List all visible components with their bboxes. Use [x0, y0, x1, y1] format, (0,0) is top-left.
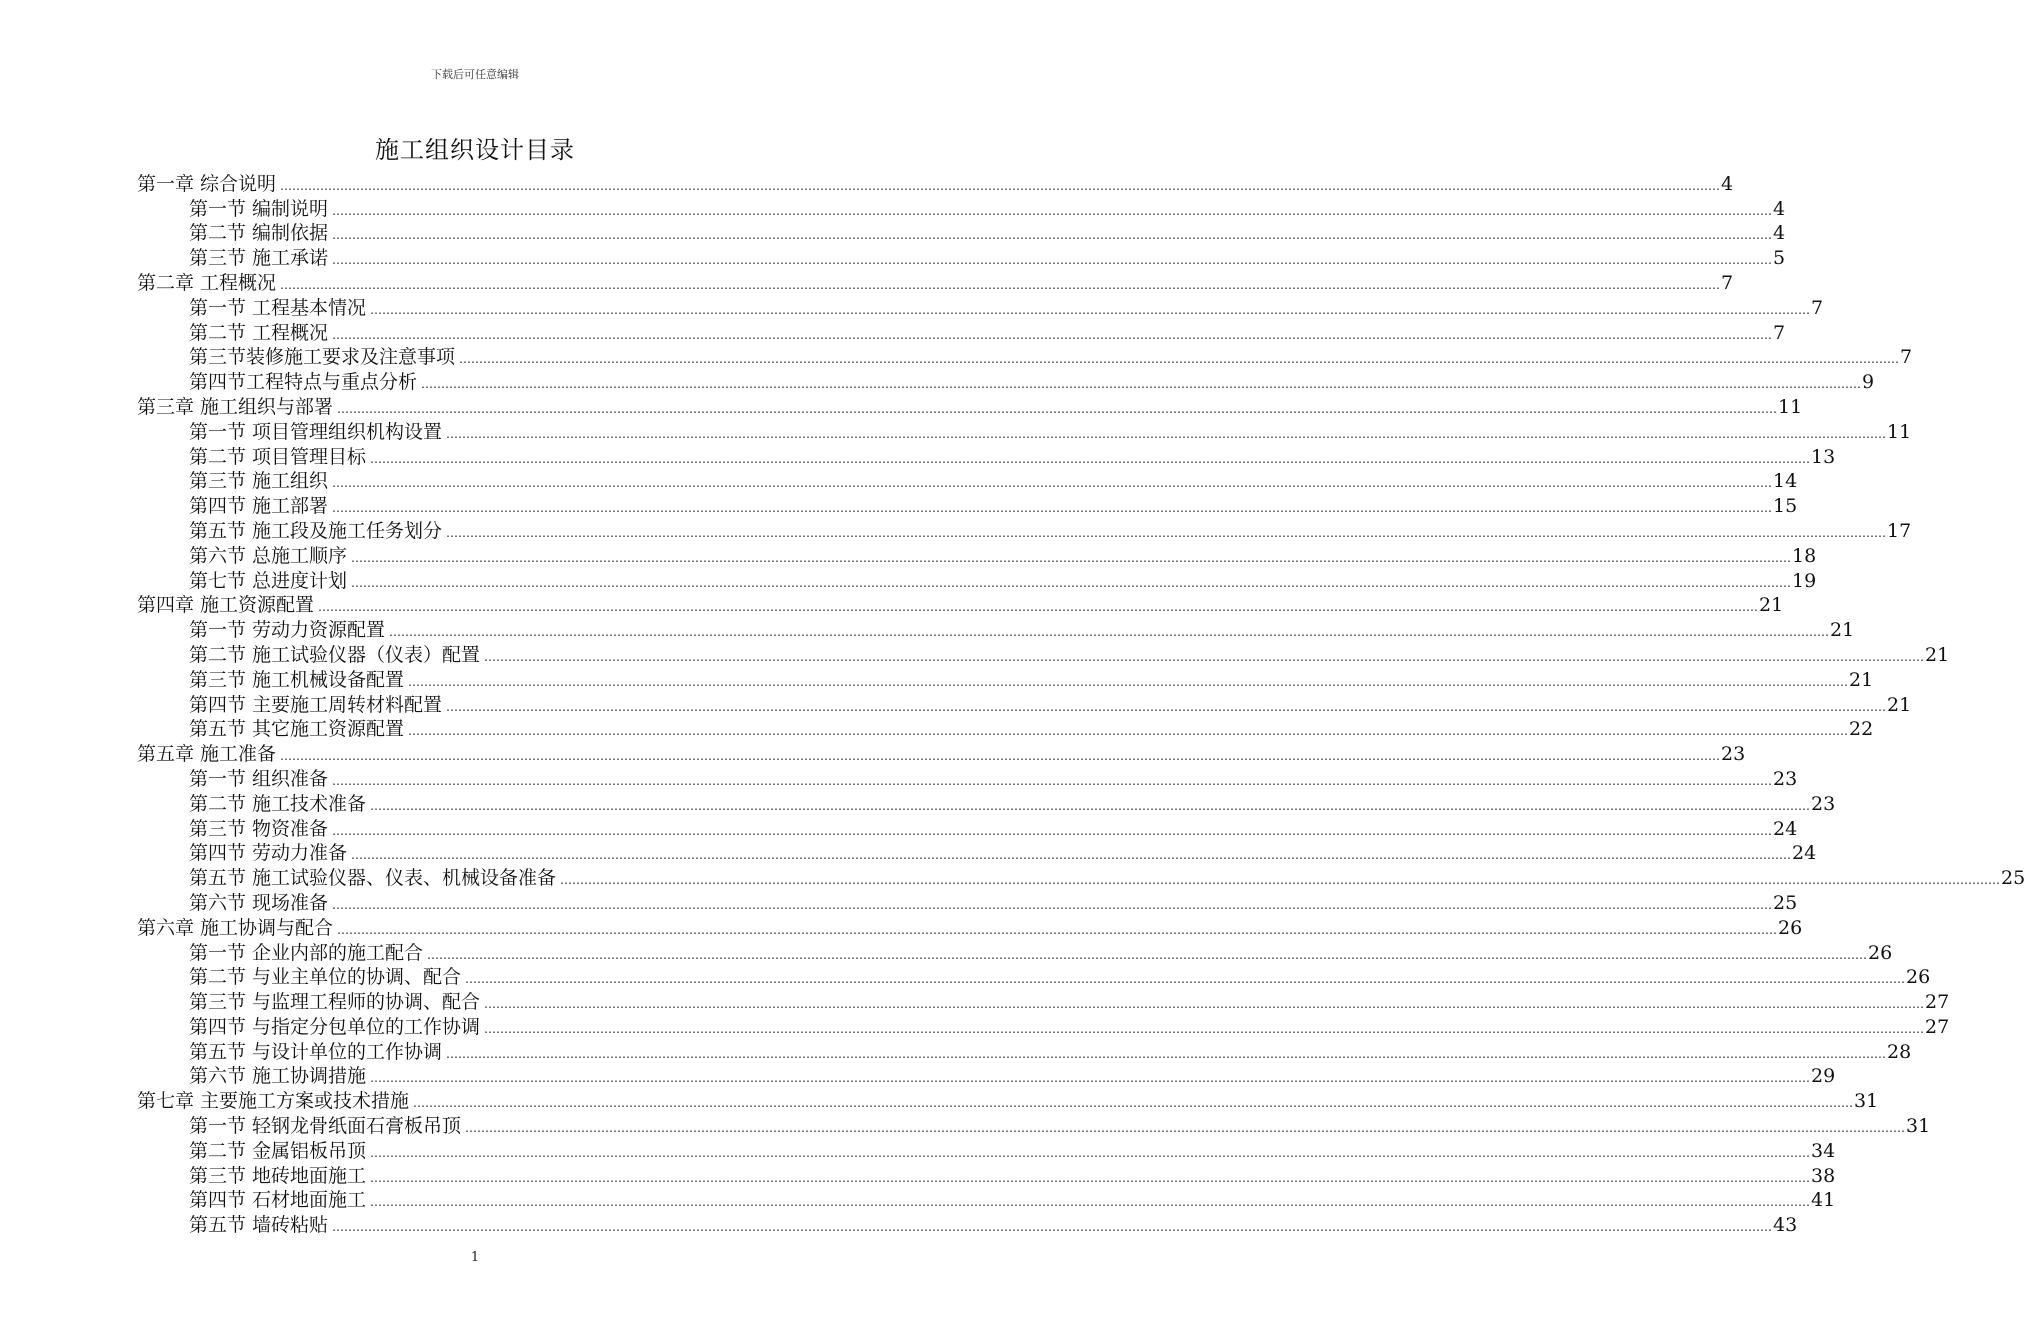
dot-leader: ………………………………………………………………………………………………………………………………………………………………………………………………………………………………………………………………………………………………………………………………: [332, 253, 1773, 268]
dot-leader: ………………………………………………………………………………………………………………………………………………………………………………………………………………………………………………………………………………………………………………………………: [332, 773, 1773, 788]
dot-leader: ………………………………………………………………………………………………………………………………………………………………………………………………………………………………………………………………………………………………………………………………: [370, 1195, 1811, 1210]
toc-entry-label: 第五节 与设计单位的工作协调: [189, 1040, 443, 1063]
dot-leader: ………………………………………………………………………………………………………………………………………………………………………………………………………………………………………………………………………………………………………………………………: [389, 625, 1830, 640]
toc-entry-page-number: 23: [1811, 792, 1836, 815]
toc-entry-label: 第四节工程特点与重点分析: [189, 371, 418, 394]
toc-entry-page-number: 28: [1887, 1040, 1912, 1063]
toc-section-entry[interactable]: [137, 717, 1874, 742]
toc-entry-label: 第一章 综合说明: [137, 172, 277, 195]
toc-entry-label: 第三节 地砖地面施工: [189, 1164, 367, 1187]
dot-leader: ………………………………………………………………………………………………………………………………………………………………………………………………………………………………………………………………………………………………………………………………: [370, 1071, 1811, 1086]
toc-section-entry[interactable]: [137, 1039, 1912, 1064]
toc-entry-page-number: 4: [1773, 222, 1786, 245]
dot-leader: ………………………………………………………………………………………………………………………………………………………………………………………………………………………………………………………………………………………………………………………………: [413, 1096, 1854, 1111]
dot-leader: ………………………………………………………………………………………………………………………………………………………………………………………………………………………………………………………………………………………………………………………………: [560, 873, 2001, 888]
toc-entry-label: 第二节 施工试验仪器（仪表）配置: [189, 643, 481, 666]
toc-section-entry[interactable]: [137, 221, 1786, 246]
toc-section-entry[interactable]: [137, 667, 1874, 692]
toc-entry-label: 第六节 总施工顺序: [189, 544, 348, 567]
dot-leader: ………………………………………………………………………………………………………………………………………………………………………………………………………………………………………………………………………………………………………………………………: [351, 550, 1792, 565]
dot-leader: ………………………………………………………………………………………………………………………………………………………………………………………………………………………………………………………………………………………………………………………………: [280, 749, 1721, 764]
toc-section-entry[interactable]: [137, 1163, 1836, 1188]
toc-entry-label: 第四节 劳动力准备: [189, 842, 348, 865]
toc-chapter-entry[interactable]: [137, 593, 1784, 618]
dot-leader: ………………………………………………………………………………………………………………………………………………………………………………………………………………………………………………………………………………………………………………………………: [427, 947, 1868, 962]
toc-chapter-entry[interactable]: [137, 394, 1803, 419]
toc-section-entry[interactable]: [137, 320, 1786, 345]
toc-entry-page-number: 13: [1811, 445, 1836, 468]
page-header: 下载后可任意编辑: [431, 68, 519, 81]
toc-section-entry[interactable]: [137, 543, 1817, 568]
toc-section-entry[interactable]: [137, 617, 1855, 642]
toc-entry-page-number: 25: [1773, 891, 1798, 914]
page-number-footer: 1: [470, 1250, 480, 1265]
toc-entry-page-number: 7: [1900, 346, 1913, 369]
toc-entry-label: 第一节 劳动力资源配置: [189, 619, 386, 642]
dot-leader: ………………………………………………………………………………………………………………………………………………………………………………………………………………………………………………………………………………………………………………………………: [370, 451, 1811, 466]
toc-entry-label: 第四节 石材地面施工: [189, 1189, 367, 1212]
toc-section-entry[interactable]: [137, 1064, 1836, 1089]
toc-section-entry[interactable]: [137, 1113, 1931, 1138]
toc-entry-label: 第四章 施工资源配置: [137, 594, 315, 617]
toc-section-entry[interactable]: [137, 965, 1931, 990]
dot-leader: ………………………………………………………………………………………………………………………………………………………………………………………………………………………………………………………………………………………………………………………………: [408, 724, 1849, 739]
toc-entry-label: 第二章 工程概况: [137, 271, 277, 294]
dot-leader: ………………………………………………………………………………………………………………………………………………………………………………………………………………………………………………………………………………………………………………………………: [446, 426, 1887, 441]
dot-leader: ………………………………………………………………………………………………………………………………………………………………………………………………………………………………………………………………………………………………………………………………: [337, 401, 1778, 416]
toc-entry-page-number: 7: [1773, 321, 1786, 344]
dot-leader: ………………………………………………………………………………………………………………………………………………………………………………………………………………………………………………………………………………………………………………………………: [446, 1046, 1887, 1061]
dot-leader: ………………………………………………………………………………………………………………………………………………………………………………………………………………………………………………………………………………………………………………………………: [280, 277, 1721, 292]
toc-entry-label: 第七节 总进度计划: [189, 569, 348, 592]
toc-entry-page-number: 23: [1721, 743, 1746, 766]
toc-entry-label: 第三节 物资准备: [189, 817, 329, 840]
dot-leader: ………………………………………………………………………………………………………………………………………………………………………………………………………………………………………………………………………………………………………………………………: [465, 972, 1906, 987]
toc-entry-page-number: 43: [1773, 1214, 1798, 1237]
toc-entry-page-number: 23: [1773, 767, 1798, 790]
toc-entry-label: 第二节 工程概况: [189, 321, 329, 344]
dot-leader: ………………………………………………………………………………………………………………………………………………………………………………………………………………………………………………………………………………………………………………………………: [370, 302, 1811, 317]
dot-leader: ………………………………………………………………………………………………………………………………………………………………………………………………………………………………………………………………………………………………………………………………: [408, 674, 1849, 689]
toc-entry-page-number: 27: [1925, 991, 1950, 1014]
toc-section-entry[interactable]: [137, 766, 1798, 791]
toc-section-entry[interactable]: [137, 518, 1912, 543]
toc-entry-page-number: 41: [1811, 1189, 1836, 1212]
toc-section-entry[interactable]: [137, 642, 1950, 667]
toc-entry-label: 第一节 项目管理组织机构设置: [189, 420, 443, 443]
toc-entry-page-number: 21: [1759, 594, 1784, 617]
toc-section-entry[interactable]: [137, 940, 1893, 965]
toc-entry-page-number: 7: [1811, 296, 1824, 319]
toc-entry-page-number: 17: [1887, 519, 1912, 542]
toc-entry-label: 第三节装修施工要求及注意事项: [189, 346, 456, 369]
toc-entry-page-number: 7: [1721, 271, 1734, 294]
toc-chapter-entry[interactable]: [137, 741, 1746, 766]
toc-entry-page-number: 26: [1868, 941, 1893, 964]
toc-entry-label: 第三节 与监理工程师的协调、配合: [189, 991, 481, 1014]
toc-entry-page-number: 38: [1811, 1164, 1836, 1187]
toc-section-entry[interactable]: [137, 1188, 1836, 1213]
toc-entry-page-number: 21: [1849, 668, 1874, 691]
dot-leader: ………………………………………………………………………………………………………………………………………………………………………………………………………………………………………………………………………………………………………………………………: [332, 228, 1773, 243]
toc-entry-page-number: 9: [1862, 371, 1875, 394]
dot-leader: ………………………………………………………………………………………………………………………………………………………………………………………………………………………………………………………………………………………………………………………………: [484, 649, 1925, 664]
toc-section-entry[interactable]: [137, 493, 1798, 518]
toc-entry-label: 第五节 其它施工资源配置: [189, 718, 405, 741]
toc-entry-label: 第二节 项目管理目标: [189, 445, 367, 468]
dot-leader: ………………………………………………………………………………………………………………………………………………………………………………………………………………………………………………………………………………………………………………………………: [318, 600, 1759, 615]
toc-section-entry[interactable]: [137, 245, 1786, 270]
toc-entry-page-number: 24: [1792, 842, 1817, 865]
table-of-contents: [137, 171, 2025, 1237]
dot-leader: ………………………………………………………………………………………………………………………………………………………………………………………………………………………………………………………………………………………………………………………………: [421, 377, 1862, 392]
toc-entry-label: 第一节 组织准备: [189, 767, 329, 790]
toc-section-entry[interactable]: [137, 444, 1836, 469]
dot-leader: ………………………………………………………………………………………………………………………………………………………………………………………………………………………………………………………………………………………………………………………………: [332, 501, 1773, 516]
toc-entry-page-number: 27: [1925, 1015, 1950, 1038]
toc-entry-label: 第六章 施工协调与配合: [137, 916, 334, 939]
toc-entry-label: 第二节 施工技术准备: [189, 792, 367, 815]
toc-entry-label: 第三节 施工组织: [189, 470, 329, 493]
dot-leader: ………………………………………………………………………………………………………………………………………………………………………………………………………………………………………………………………………………………………………………………………: [446, 699, 1887, 714]
toc-entry-page-number: 26: [1778, 916, 1803, 939]
toc-chapter-entry[interactable]: [137, 915, 1803, 940]
toc-entry-label: 第五节 施工段及施工任务划分: [189, 519, 443, 542]
toc-entry-label: 第二节 编制依据: [189, 222, 329, 245]
toc-entry-page-number: 21: [1830, 619, 1855, 642]
toc-entry-page-number: 25: [2001, 867, 2025, 890]
toc-entry-page-number: 31: [1854, 1090, 1879, 1113]
toc-entry-label: 第四节 施工部署: [189, 495, 329, 518]
toc-entry-page-number: 18: [1792, 544, 1817, 567]
toc-entry-page-number: 21: [1925, 643, 1950, 666]
dot-leader: ………………………………………………………………………………………………………………………………………………………………………………………………………………………………………………………………………………………………………………………………: [332, 823, 1773, 838]
toc-section-entry[interactable]: [137, 816, 1798, 841]
toc-section-entry[interactable]: [137, 419, 1912, 444]
toc-entry-page-number: 11: [1778, 395, 1803, 418]
toc-entry-label: 第三节 施工机械设备配置: [189, 668, 405, 691]
toc-entry-label: 第三章 施工组织与部署: [137, 395, 334, 418]
toc-section-entry[interactable]: [137, 1138, 1836, 1163]
toc-entry-page-number: 26: [1906, 966, 1931, 989]
toc-entry-page-number: 29: [1811, 1065, 1836, 1088]
toc-section-entry[interactable]: [137, 1212, 1798, 1237]
toc-entry-page-number: 19: [1792, 569, 1817, 592]
toc-chapter-entry[interactable]: [137, 1088, 1879, 1113]
toc-chapter-entry[interactable]: [137, 171, 1734, 196]
toc-entry-label: 第五节 施工试验仪器、仪表、机械设备准备: [189, 867, 557, 890]
toc-entry-label: 第五章 施工准备: [137, 743, 277, 766]
toc-entry-page-number: 21: [1887, 693, 1912, 716]
toc-section-entry[interactable]: [137, 196, 1786, 221]
dot-leader: ………………………………………………………………………………………………………………………………………………………………………………………………………………………………………………………………………………………………………………………………: [370, 1170, 1811, 1185]
toc-section-entry[interactable]: [137, 295, 1824, 320]
dot-leader: ………………………………………………………………………………………………………………………………………………………………………………………………………………………………………………………………………………………………………………………………: [280, 178, 1721, 193]
toc-entry-page-number: 14: [1773, 470, 1798, 493]
toc-section-entry[interactable]: [137, 989, 1950, 1014]
toc-entry-page-number: 4: [1773, 197, 1786, 220]
toc-entry-label: 第一节 编制说明: [189, 197, 329, 220]
toc-entry-page-number: 34: [1811, 1139, 1836, 1162]
dot-leader: ………………………………………………………………………………………………………………………………………………………………………………………………………………………………………………………………………………………………………………………………: [332, 327, 1773, 342]
dot-leader: ………………………………………………………………………………………………………………………………………………………………………………………………………………………………………………………………………………………………………………………………: [337, 922, 1778, 937]
dot-leader: ………………………………………………………………………………………………………………………………………………………………………………………………………………………………………………………………………………………………………………………………: [370, 1145, 1811, 1160]
toc-section-entry[interactable]: [137, 890, 1798, 915]
toc-section-entry[interactable]: [137, 1014, 1950, 1039]
dot-leader: ………………………………………………………………………………………………………………………………………………………………………………………………………………………………………………………………………………………………………………………………: [465, 1121, 1906, 1136]
toc-section-entry[interactable]: [137, 865, 2025, 890]
toc-entry-page-number: 5: [1773, 247, 1786, 270]
toc-entry-label: 第二节 金属铝板吊顶: [189, 1139, 367, 1162]
toc-chapter-entry[interactable]: [137, 270, 1734, 295]
dot-leader: ………………………………………………………………………………………………………………………………………………………………………………………………………………………………………………………………………………………………………………………………: [351, 848, 1792, 863]
toc-entry-label: 第四节 主要施工周转材料配置: [189, 693, 443, 716]
toc-section-entry[interactable]: [137, 841, 1817, 866]
toc-entry-label: 第六节 施工协调措施: [189, 1065, 367, 1088]
toc-section-entry[interactable]: [137, 345, 1913, 370]
toc-entry-label: 第六节 现场准备: [189, 891, 329, 914]
dot-leader: ………………………………………………………………………………………………………………………………………………………………………………………………………………………………………………………………………………………………………………………………: [332, 476, 1773, 491]
toc-entry-page-number: 11: [1887, 420, 1912, 443]
toc-entry-label: 第一节 工程基本情况: [189, 296, 367, 319]
dot-leader: ………………………………………………………………………………………………………………………………………………………………………………………………………………………………………………………………………………………………………………………………: [446, 525, 1887, 540]
dot-leader: ………………………………………………………………………………………………………………………………………………………………………………………………………………………………………………………………………………………………………………………………: [332, 203, 1773, 218]
toc-section-entry[interactable]: [137, 469, 1798, 494]
toc-entry-page-number: 22: [1849, 718, 1874, 741]
document-title: 施工组织设计目录: [375, 136, 575, 164]
toc-section-entry[interactable]: [137, 791, 1836, 816]
toc-section-entry[interactable]: [137, 568, 1817, 593]
toc-entry-label: 第五节 墙砖粘贴: [189, 1214, 329, 1237]
toc-entry-label: 第一节 企业内部的施工配合: [189, 941, 424, 964]
toc-entry-label: 第二节 与业主单位的协调、配合: [189, 966, 462, 989]
dot-leader: ………………………………………………………………………………………………………………………………………………………………………………………………………………………………………………………………………………………………………………………………: [459, 352, 1900, 367]
toc-entry-page-number: 15: [1773, 495, 1798, 518]
toc-entry-page-number: 31: [1906, 1115, 1931, 1138]
toc-entry-label: 第三节 施工承诺: [189, 247, 329, 270]
dot-leader: ………………………………………………………………………………………………………………………………………………………………………………………………………………………………………………………………………………………………………………………………: [484, 1021, 1925, 1036]
toc-entry-page-number: 24: [1773, 817, 1798, 840]
dot-leader: ………………………………………………………………………………………………………………………………………………………………………………………………………………………………………………………………………………………………………………………………: [332, 1220, 1773, 1235]
toc-entry-label: 第一节 轻钢龙骨纸面石膏板吊顶: [189, 1115, 462, 1138]
dot-leader: ………………………………………………………………………………………………………………………………………………………………………………………………………………………………………………………………………………………………………………………………: [351, 575, 1792, 590]
toc-entry-label: 第四节 与指定分包单位的工作协调: [189, 1015, 481, 1038]
toc-section-entry[interactable]: [137, 692, 1912, 717]
dot-leader: ………………………………………………………………………………………………………………………………………………………………………………………………………………………………………………………………………………………………………………………………: [484, 997, 1925, 1012]
toc-entry-page-number: 4: [1721, 172, 1734, 195]
toc-entry-label: 第七章 主要施工方案或技术措施: [137, 1090, 410, 1113]
toc-section-entry[interactable]: [137, 369, 1875, 394]
dot-leader: ………………………………………………………………………………………………………………………………………………………………………………………………………………………………………………………………………………………………………………………………: [332, 897, 1773, 912]
dot-leader: ………………………………………………………………………………………………………………………………………………………………………………………………………………………………………………………………………………………………………………………………: [370, 798, 1811, 813]
